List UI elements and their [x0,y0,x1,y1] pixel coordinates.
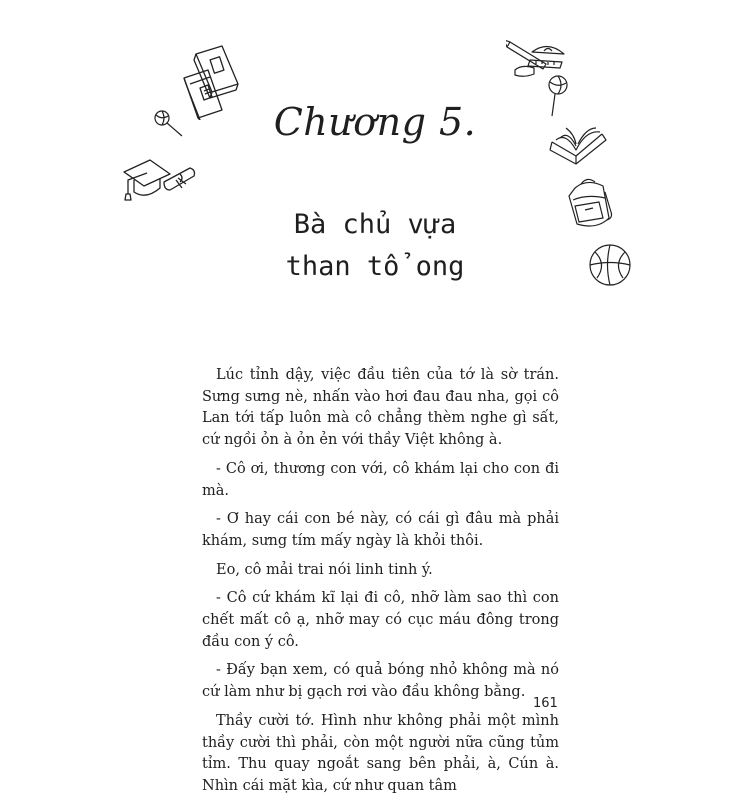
paragraph: - Cô ơi, thương con với, cô khám lại cho con đi mà. [202,460,559,499]
chapter-title-line: than tổ ong [285,251,465,282]
graduation-cap-icon [120,150,198,206]
eraser-icon [512,62,538,80]
paragraph: Thầy cười tớ. Hình như không phải một mình thầy cười thì phải, còn một người nữa cũng tủm tỉm. Thu quay ngoắt sang bên phải, à, Cún à. Nhìn cái mặt kìa, cứ như quan tâm [202,712,559,794]
paragraph: Eo, cô mải trai nói linh tinh ý. [216,561,433,578]
paragraph: - Cô cứ khám kĩ lại đi cô, nhỡ làm sao thì con chết mất cô ạ, nhỡ may có cục máu đông trong đầu con ý cô. [202,590,559,650]
chapter-label: Chương 5. [273,100,477,144]
body-text [202,365,559,805]
chapter-title-line: Bà chủ vựa [293,209,457,240]
paragraph: Lúc tỉnh dậy, việc đầu tiên của tớ là sờ trán. Sưng sưng nè, nhấn vào hơi đau đau nha, gọi cô Lan tới tấp luôn mà cô chẳng thèm nghe gì sất, cứ ngồi ỏn à ỏn ẻn với thầy Việt không à. [202,367,559,449]
paragraph: - Đấy bạn xem, có quả bóng nhỏ không mà nó cứ làm như bị gạch rơi vào đầu không bằng. [202,662,559,701]
page-number: 161 [533,696,558,711]
paragraph: - Ơ hay cái con bé này, có cái gì đâu mà phải khám, sưng tím mấy ngày là khỏi thôi. [202,511,559,549]
chapter-title [0,204,750,288]
